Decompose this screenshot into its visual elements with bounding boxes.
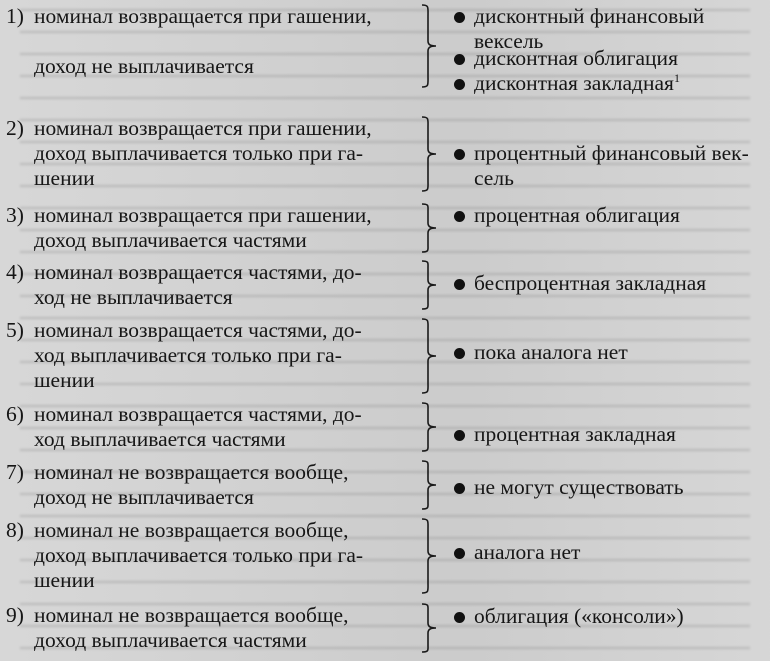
security-item (452, 141, 749, 191)
row-number: 7) (6, 460, 24, 484)
characteristic-line: номинал возвращается при гашении, (34, 4, 372, 28)
bullet-icon (454, 483, 465, 494)
bullet-icon (454, 54, 465, 65)
table-row (0, 460, 770, 510)
curly-brace (420, 260, 440, 310)
brace-shape (420, 603, 440, 653)
security-line: пока аналога нет (474, 340, 628, 364)
bullet-icon (454, 279, 465, 290)
characteristic-line: доход выплачивается только при га- (34, 543, 364, 567)
characteristic-line: номинал возвращается при гашении, (34, 203, 372, 227)
bullet-icon (454, 211, 465, 222)
characteristic-line: номинал не возвращается вообще, (34, 518, 349, 542)
characteristic-line: ход выплачивается только при га- (34, 343, 342, 367)
characteristics-cell (6, 318, 418, 393)
security-line: процентный финансовый век- (474, 141, 749, 165)
curly-brace (420, 460, 440, 510)
curly-brace (420, 603, 440, 653)
bullet-icon (454, 430, 465, 441)
row-number: 9) (6, 603, 24, 627)
characteristic-line: номинал возвращается частями, до- (34, 402, 362, 426)
bullet-icon (454, 79, 465, 90)
bullet-icon (454, 149, 465, 160)
row-number: 4) (6, 260, 24, 284)
characteristic-line: шении (34, 166, 95, 190)
brace-shape (420, 4, 440, 88)
brace-shape (420, 318, 440, 394)
characteristic-line: доход выплачивается частями (34, 228, 307, 252)
row-number: 8) (6, 518, 24, 542)
characteristic-line: номинал не возвращается вообще, (34, 603, 349, 627)
security-line: облигация («консоли») (474, 604, 684, 628)
bullet-icon (454, 548, 465, 559)
security-line: не могут существовать (474, 475, 684, 499)
security-item (452, 422, 676, 447)
characteristic-line: доход выплачивается частями (34, 628, 307, 652)
security-item (452, 203, 680, 228)
table-row (0, 603, 770, 653)
row-number: 5) (6, 318, 24, 342)
footnote-marker: 1 (673, 70, 680, 85)
security-item (452, 71, 680, 96)
characteristics-cell (6, 116, 418, 191)
table-row (0, 318, 770, 394)
characteristics-cell (6, 203, 418, 253)
brace-shape (420, 203, 440, 253)
security-line: дисконтная облигация (474, 46, 678, 70)
characteristics-cell (6, 260, 418, 310)
row-number: 2) (6, 116, 24, 140)
characteristics-cell (6, 518, 418, 593)
security-line: дисконтный финансовый (474, 4, 705, 28)
security-item (452, 340, 628, 365)
security-line: дисконтная закладная$^1$ (474, 70, 680, 95)
curly-brace (420, 402, 440, 452)
characteristic-line: доход не выплачивается (34, 485, 254, 509)
characteristics-cell (6, 402, 418, 452)
characteristic-line: ход выплачивается частями (34, 427, 286, 451)
row-number: 6) (6, 402, 24, 426)
characteristic-line: номинал возвращается частями, до- (34, 260, 362, 284)
row-number: 1) (6, 4, 24, 28)
characteristics-cell (6, 603, 418, 653)
characteristic-line: шении (34, 368, 95, 392)
security-item (452, 475, 684, 500)
table-row (0, 402, 770, 452)
security-item (452, 271, 706, 296)
security-item (452, 540, 580, 565)
security-item (452, 604, 684, 629)
curly-brace (420, 318, 440, 394)
security-line: аналога нет (474, 540, 581, 564)
security-line: процентная облигация (474, 203, 680, 227)
characteristics-cell (6, 4, 418, 79)
characteristic-line (34, 29, 372, 54)
table-row (0, 518, 770, 594)
bullet-icon (454, 12, 465, 23)
characteristic-line: номинал не возвращается вообще, (34, 460, 349, 484)
characteristic-line: ход не выплачивается (34, 285, 233, 309)
curly-brace (420, 116, 440, 192)
security-line: вексель (474, 29, 544, 53)
table-row (0, 4, 770, 95)
brace-shape (420, 518, 440, 594)
curly-brace (420, 203, 440, 253)
brace-shape (420, 260, 440, 310)
bullet-icon (454, 612, 465, 623)
security-line: беспроцентная закладная (474, 271, 707, 295)
characteristic-line: номинал возвращается при гашении, (34, 116, 372, 140)
table-row (0, 260, 770, 310)
characteristics-cell (6, 460, 418, 510)
security-item (452, 46, 678, 71)
row-number: 3) (6, 203, 24, 227)
characteristic-line: доход не выплачивается (34, 54, 254, 78)
security-line: процентная закладная (474, 422, 676, 446)
brace-shape (420, 116, 440, 192)
security-line: сель (474, 166, 514, 190)
characteristic-line: шении (34, 568, 95, 592)
bullet-icon (454, 348, 465, 359)
characteristic-line: номинал возвращается частями, до- (34, 318, 362, 342)
characteristic-line: доход выплачивается только при га- (34, 141, 364, 165)
curly-brace (420, 4, 440, 88)
table-row (0, 116, 770, 192)
brace-shape (420, 402, 440, 452)
brace-shape (420, 460, 440, 510)
table-row (0, 203, 770, 253)
curly-brace (420, 518, 440, 594)
